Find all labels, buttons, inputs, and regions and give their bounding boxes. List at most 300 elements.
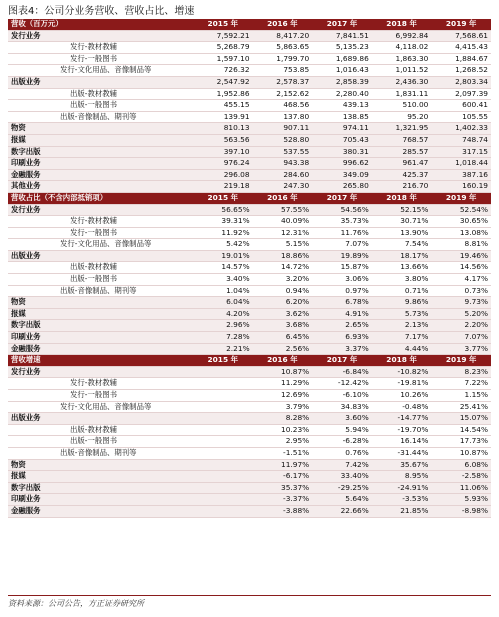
value-cell: 8.81%	[431, 239, 491, 251]
value-cell: 7.07%	[312, 239, 372, 251]
value-cell: 14.56%	[431, 262, 491, 274]
value-cell: 4,118.02	[372, 42, 432, 54]
value-cell: 455.15	[193, 100, 253, 112]
value-cell: 11.92%	[193, 227, 253, 239]
value-cell: 996.62	[312, 158, 372, 170]
value-cell: 4.20%	[193, 308, 253, 320]
value-cell: 57.55%	[253, 204, 313, 216]
value-cell: -19.70%	[372, 424, 432, 436]
value-cell: 1,952.86	[193, 88, 253, 100]
value-cell: 6,992.84	[372, 30, 432, 42]
row-label: 发行业务	[8, 204, 193, 216]
value-cell: 285.57	[372, 146, 432, 158]
table-row	[8, 424, 491, 436]
value-cell: 35.37%	[253, 482, 313, 494]
value-cell: 5,135.23	[312, 42, 372, 54]
value-cell: 296.08	[193, 169, 253, 181]
value-cell: 7.42%	[312, 459, 372, 471]
value-cell: 19.89%	[312, 250, 372, 262]
table-row	[8, 274, 491, 286]
value-cell	[193, 436, 253, 448]
table-row	[8, 494, 491, 506]
table-row	[8, 308, 491, 320]
table-row	[8, 436, 491, 448]
row-label: 出版-音像制品、期刊等	[8, 285, 193, 297]
value-cell: 5.15%	[253, 239, 313, 251]
value-cell: 2,097.39	[431, 88, 491, 100]
section-title: 营收增速	[8, 355, 193, 367]
year-header: 2015 年	[193, 355, 253, 367]
row-label: 其他业务	[8, 181, 193, 193]
value-cell: 7.28%	[193, 332, 253, 344]
value-cell: 9.73%	[431, 297, 491, 309]
year-header: 2016 年	[253, 19, 313, 30]
year-header: 2016 年	[253, 355, 313, 367]
value-cell: 15.07%	[431, 413, 491, 425]
value-cell: 18.17%	[372, 250, 432, 262]
row-label: 发行-教材教辅	[8, 216, 193, 228]
value-cell: 10.87%	[253, 366, 313, 378]
value-cell: 5,268.79	[193, 42, 253, 54]
value-cell: 2.21%	[193, 343, 253, 355]
value-cell: 10.26%	[372, 390, 432, 402]
value-cell: 160.19	[431, 181, 491, 193]
value-cell: 13.08%	[431, 227, 491, 239]
table-row	[8, 505, 491, 517]
value-cell: -12.42%	[312, 378, 372, 390]
value-cell	[193, 366, 253, 378]
value-cell: 10.23%	[253, 424, 313, 436]
value-cell: 2,152.62	[253, 88, 313, 100]
row-label: 出版-一般图书	[8, 274, 193, 286]
value-cell: 5.94%	[312, 424, 372, 436]
value-cell: 40.09%	[253, 216, 313, 228]
value-cell: -3.88%	[253, 505, 313, 517]
row-label: 印刷业务	[8, 332, 193, 344]
row-label: 报媒	[8, 134, 193, 146]
value-cell: 18.86%	[253, 250, 313, 262]
value-cell: 30.71%	[372, 216, 432, 228]
value-cell: 1,597.10	[193, 53, 253, 65]
table-row	[8, 390, 491, 402]
row-label: 发行-教材教辅	[8, 42, 193, 54]
value-cell	[193, 378, 253, 390]
table-row	[8, 100, 491, 112]
value-cell: 2.96%	[193, 320, 253, 332]
value-cell: 35.73%	[312, 216, 372, 228]
table-row	[8, 413, 491, 425]
table-row	[8, 239, 491, 251]
value-cell: 3.40%	[193, 274, 253, 286]
value-cell: -6.84%	[312, 366, 372, 378]
value-cell: 2,803.34	[431, 76, 491, 88]
value-cell: 21.85%	[372, 505, 432, 517]
table-row	[8, 123, 491, 135]
value-cell	[193, 505, 253, 517]
value-cell: 563.56	[193, 134, 253, 146]
value-cell: -6.17%	[253, 471, 313, 483]
row-label: 发行-一般图书	[8, 390, 193, 402]
value-cell: 35.67%	[372, 459, 432, 471]
value-cell: 6.78%	[312, 297, 372, 309]
value-cell: 1,016.43	[312, 65, 372, 77]
table-row	[8, 401, 491, 413]
value-cell: 2.20%	[431, 320, 491, 332]
value-cell: 7,592.21	[193, 30, 253, 42]
year-header: 2015 年	[193, 19, 253, 30]
value-cell: 961.47	[372, 158, 432, 170]
table-row	[8, 111, 491, 123]
value-cell: -31.44%	[372, 447, 432, 459]
value-cell: 1,799.70	[253, 53, 313, 65]
value-cell: 14.72%	[253, 262, 313, 274]
value-cell: 1,689.86	[312, 53, 372, 65]
row-label: 金融服务	[8, 343, 193, 355]
value-cell: 15.87%	[312, 262, 372, 274]
value-cell: 0.73%	[431, 285, 491, 297]
table-row	[8, 366, 491, 378]
table-row	[8, 447, 491, 459]
table-row	[8, 471, 491, 483]
table-row	[8, 30, 491, 42]
value-cell: 974.11	[312, 123, 372, 135]
row-label: 物资	[8, 459, 193, 471]
value-cell: 13.66%	[372, 262, 432, 274]
value-cell: 726.32	[193, 65, 253, 77]
revenue-table	[8, 19, 491, 518]
table-row	[8, 88, 491, 100]
section-title: 营收（百万元）	[8, 19, 193, 30]
row-label: 出版业务	[8, 250, 193, 262]
value-cell: 4,415.43	[431, 42, 491, 54]
value-cell: 2,547.92	[193, 76, 253, 88]
value-cell: 943.38	[253, 158, 313, 170]
value-cell: 16.14%	[372, 436, 432, 448]
year-header: 2017 年	[312, 192, 372, 204]
value-cell: 768.57	[372, 134, 432, 146]
value-cell: 2,858.39	[312, 76, 372, 88]
value-cell: 13.90%	[372, 227, 432, 239]
year-header: 2016 年	[253, 192, 313, 204]
value-cell: 349.09	[312, 169, 372, 181]
value-cell: 5.20%	[431, 308, 491, 320]
value-cell: 11.97%	[253, 459, 313, 471]
value-cell: 12.31%	[253, 227, 313, 239]
value-cell: 3.20%	[253, 274, 313, 286]
value-cell: 5.42%	[193, 239, 253, 251]
table-row	[8, 76, 491, 88]
value-cell	[193, 447, 253, 459]
value-cell: 3.77%	[431, 343, 491, 355]
value-cell: 810.13	[193, 123, 253, 135]
value-cell: -19.81%	[372, 378, 432, 390]
year-header: 2019 年	[431, 192, 491, 204]
year-header: 2018 年	[372, 19, 432, 30]
value-cell: 0.76%	[312, 447, 372, 459]
row-label: 发行业务	[8, 30, 193, 42]
value-cell: 397.10	[193, 146, 253, 158]
table-row	[8, 204, 491, 216]
value-cell: 284.60	[253, 169, 313, 181]
value-cell	[193, 390, 253, 402]
value-cell: 30.65%	[431, 216, 491, 228]
table-container	[8, 19, 491, 518]
value-cell: 7.07%	[431, 332, 491, 344]
value-cell: -3.53%	[372, 494, 432, 506]
value-cell: 1.15%	[431, 390, 491, 402]
table-row	[8, 285, 491, 297]
value-cell: 5.93%	[431, 494, 491, 506]
row-label: 报媒	[8, 471, 193, 483]
row-label: 数字出版	[8, 482, 193, 494]
value-cell: 8.23%	[431, 366, 491, 378]
value-cell: 468.56	[253, 100, 313, 112]
year-header: 2015 年	[193, 192, 253, 204]
row-label: 出版-音像制品、期刊等	[8, 447, 193, 459]
row-label: 发行-文化用品、音像制品等	[8, 239, 193, 251]
table-row	[8, 297, 491, 309]
value-cell: -6.28%	[312, 436, 372, 448]
value-cell: 0.94%	[253, 285, 313, 297]
value-cell: 2,578.37	[253, 76, 313, 88]
value-cell: 1,321.95	[372, 123, 432, 135]
value-cell: 19.46%	[431, 250, 491, 262]
value-cell: 3.80%	[372, 274, 432, 286]
value-cell: 17.73%	[431, 436, 491, 448]
value-cell: 705.43	[312, 134, 372, 146]
row-label: 印刷业务	[8, 158, 193, 170]
value-cell: 7.54%	[372, 239, 432, 251]
value-cell: 380.31	[312, 146, 372, 158]
value-cell: 8.95%	[372, 471, 432, 483]
value-cell: 265.80	[312, 181, 372, 193]
value-cell: 5.73%	[372, 308, 432, 320]
value-cell: 6.20%	[253, 297, 313, 309]
value-cell	[193, 494, 253, 506]
table-row	[8, 332, 491, 344]
row-label: 发行-一般图书	[8, 53, 193, 65]
value-cell: 2.95%	[253, 436, 313, 448]
value-cell: 219.18	[193, 181, 253, 193]
value-cell: 1,011.52	[372, 65, 432, 77]
value-cell: 54.56%	[312, 204, 372, 216]
table-row	[8, 343, 491, 355]
value-cell: 34.83%	[312, 401, 372, 413]
row-label: 数字出版	[8, 146, 193, 158]
value-cell: 3.79%	[253, 401, 313, 413]
table-row	[8, 158, 491, 170]
row-label: 发行-一般图书	[8, 227, 193, 239]
value-cell: 11.06%	[431, 482, 491, 494]
table-row	[8, 53, 491, 65]
value-cell: 95.20	[372, 111, 432, 123]
value-cell: -10.82%	[372, 366, 432, 378]
year-header: 2017 年	[312, 355, 372, 367]
value-cell	[193, 413, 253, 425]
value-cell: 25.41%	[431, 401, 491, 413]
row-label: 物资	[8, 123, 193, 135]
row-label: 出版-音像制品、期刊等	[8, 111, 193, 123]
value-cell: 1,402.33	[431, 123, 491, 135]
value-cell: 4.17%	[431, 274, 491, 286]
value-cell: 139.91	[193, 111, 253, 123]
table-row	[8, 250, 491, 262]
value-cell: -1.51%	[253, 447, 313, 459]
year-header: 2019 年	[431, 19, 491, 30]
row-label: 出版-一般图书	[8, 100, 193, 112]
row-label: 物资	[8, 297, 193, 309]
value-cell: 6.04%	[193, 297, 253, 309]
value-cell: 6.08%	[431, 459, 491, 471]
value-cell	[193, 482, 253, 494]
value-cell: 425.37	[372, 169, 432, 181]
value-cell: 1,863.30	[372, 53, 432, 65]
value-cell: 600.41	[431, 100, 491, 112]
table-row	[8, 378, 491, 390]
value-cell: 22.66%	[312, 505, 372, 517]
section-header-row	[8, 19, 491, 30]
value-cell: -0.48%	[372, 401, 432, 413]
value-cell: 8,417.20	[253, 30, 313, 42]
row-label: 出版-教材教辅	[8, 262, 193, 274]
value-cell: 11.76%	[312, 227, 372, 239]
value-cell: 387.16	[431, 169, 491, 181]
table-row	[8, 320, 491, 332]
row-label: 出版-教材教辅	[8, 424, 193, 436]
row-label: 金融服务	[8, 505, 193, 517]
value-cell: 52.15%	[372, 204, 432, 216]
value-cell: 2,436.30	[372, 76, 432, 88]
value-cell: 6.45%	[253, 332, 313, 344]
row-label: 印刷业务	[8, 494, 193, 506]
value-cell: 4.44%	[372, 343, 432, 355]
table-body	[8, 19, 491, 517]
year-header: 2018 年	[372, 355, 432, 367]
row-label: 出版业务	[8, 413, 193, 425]
value-cell: 439.13	[312, 100, 372, 112]
value-cell: 12.69%	[253, 390, 313, 402]
value-cell: 7,568.61	[431, 30, 491, 42]
value-cell: 2.13%	[372, 320, 432, 332]
value-cell: -29.25%	[312, 482, 372, 494]
value-cell: 2.56%	[253, 343, 313, 355]
value-cell: 39.31%	[193, 216, 253, 228]
value-cell: 14.57%	[193, 262, 253, 274]
value-cell: 52.54%	[431, 204, 491, 216]
source-note: 资料来源：公司公告，方正证券研究所	[8, 595, 491, 609]
value-cell: 0.71%	[372, 285, 432, 297]
value-cell: 138.85	[312, 111, 372, 123]
value-cell: 7,841.51	[312, 30, 372, 42]
row-label: 报媒	[8, 308, 193, 320]
value-cell: 8.28%	[253, 413, 313, 425]
value-cell: 14.54%	[431, 424, 491, 436]
row-label: 出版业务	[8, 76, 193, 88]
value-cell: 105.55	[431, 111, 491, 123]
value-cell: -24.91%	[372, 482, 432, 494]
section-title: 营收占比（不含内部抵销项）	[8, 192, 193, 204]
value-cell: 33.40%	[312, 471, 372, 483]
value-cell	[193, 471, 253, 483]
table-row	[8, 169, 491, 181]
table-row	[8, 42, 491, 54]
table-row	[8, 482, 491, 494]
row-label: 出版-一般图书	[8, 436, 193, 448]
value-cell: -3.37%	[253, 494, 313, 506]
value-cell: 748.74	[431, 134, 491, 146]
value-cell: 2.65%	[312, 320, 372, 332]
table-row	[8, 459, 491, 471]
value-cell: 907.11	[253, 123, 313, 135]
value-cell: 4.91%	[312, 308, 372, 320]
value-cell: 247.30	[253, 181, 313, 193]
value-cell: 1,831.11	[372, 88, 432, 100]
value-cell: 528.80	[253, 134, 313, 146]
row-label: 发行-教材教辅	[8, 378, 193, 390]
value-cell: 510.00	[372, 100, 432, 112]
value-cell: 1.04%	[193, 285, 253, 297]
value-cell: -2.58%	[431, 471, 491, 483]
value-cell: 9.86%	[372, 297, 432, 309]
value-cell: 5,863.65	[253, 42, 313, 54]
row-label: 出版-教材教辅	[8, 88, 193, 100]
value-cell: -14.77%	[372, 413, 432, 425]
value-cell: 3.37%	[312, 343, 372, 355]
value-cell: 7.22%	[431, 378, 491, 390]
value-cell: 216.70	[372, 181, 432, 193]
value-cell: 6.93%	[312, 332, 372, 344]
value-cell	[193, 459, 253, 471]
value-cell: 2,280.40	[312, 88, 372, 100]
year-header: 2018 年	[372, 192, 432, 204]
value-cell: -8.98%	[431, 505, 491, 517]
value-cell: 11.29%	[253, 378, 313, 390]
year-header: 2019 年	[431, 355, 491, 367]
value-cell: 1,268.52	[431, 65, 491, 77]
row-label: 数字出版	[8, 320, 193, 332]
value-cell: 753.85	[253, 65, 313, 77]
value-cell: 19.01%	[193, 250, 253, 262]
value-cell: 3.62%	[253, 308, 313, 320]
value-cell: 537.55	[253, 146, 313, 158]
value-cell: 3.68%	[253, 320, 313, 332]
table-row	[8, 134, 491, 146]
value-cell: -6.10%	[312, 390, 372, 402]
value-cell: 317.15	[431, 146, 491, 158]
value-cell: 5.64%	[312, 494, 372, 506]
table-row	[8, 65, 491, 77]
value-cell: 10.87%	[431, 447, 491, 459]
section-header-row	[8, 192, 491, 204]
row-label: 发行-文化用品、音像制品等	[8, 401, 193, 413]
value-cell: 1,018.44	[431, 158, 491, 170]
table-row	[8, 146, 491, 158]
value-cell: 976.24	[193, 158, 253, 170]
value-cell	[193, 424, 253, 436]
value-cell: 137.80	[253, 111, 313, 123]
year-header: 2017 年	[312, 19, 372, 30]
value-cell: 0.97%	[312, 285, 372, 297]
table-row	[8, 227, 491, 239]
value-cell: 3.60%	[312, 413, 372, 425]
section-header-row	[8, 355, 491, 367]
row-label: 金融服务	[8, 169, 193, 181]
value-cell	[193, 401, 253, 413]
row-label: 发行-文化用品、音像制品等	[8, 65, 193, 77]
row-label: 发行业务	[8, 366, 193, 378]
table-row	[8, 181, 491, 193]
table-row	[8, 216, 491, 228]
